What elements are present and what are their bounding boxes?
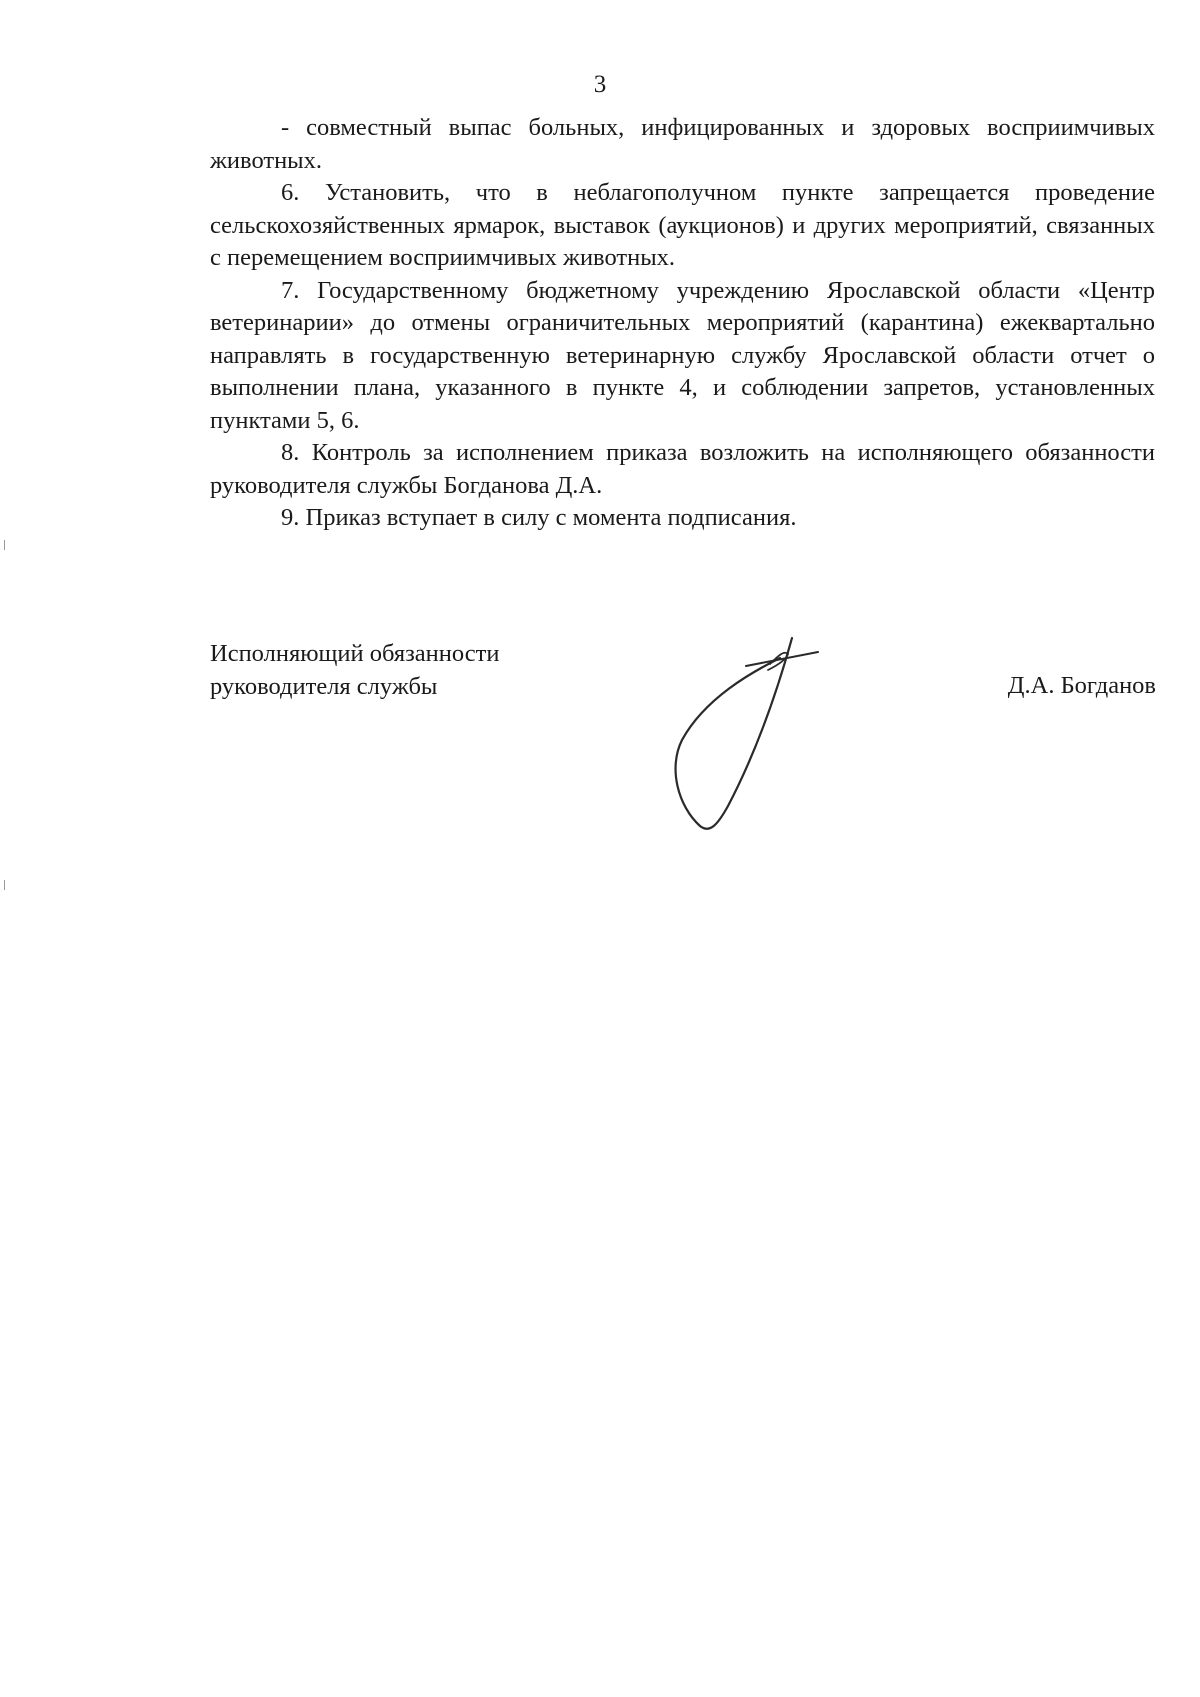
paragraph-9-effective-date: 9. Приказ вступает в силу с момента подписания.: [281, 504, 797, 531]
signatory-title-line-1: Исполняющий обязанности: [210, 640, 500, 667]
document-body: [210, 112, 1155, 535]
scan-edge-mark: [4, 540, 5, 550]
scan-edge-mark: [4, 880, 5, 890]
paragraph-6-fairs-ban: 6. Установить, что в неблагополучном пункте запрещается проведение сельскохозяйственных ярмарок, выставок (аукционов) и других мероприятий, связанных с перемещением восприимчивых животных.: [210, 179, 1155, 271]
page-number: 3: [593, 71, 607, 98]
paragraph-grazing-ban: - совместный выпас больных, инфицированных и здоровых восприимчивых животных.: [210, 114, 1155, 174]
signatory-title: [210, 638, 499, 703]
signatory-name: Д.А. Богданов: [1007, 672, 1156, 699]
paragraph-8-control: 8. Контроль за исполнением приказа возложить на исполняющего обязанности руководителя службы Богданова Д.А.: [210, 439, 1155, 499]
handwritten-signature-icon: [660, 628, 890, 838]
signatory-title-line-2: руководителя службы: [210, 672, 438, 700]
paragraph-7-reporting: 7. Государственному бюджетному учреждению Ярославской области «Центр ветеринарии» до отмены ограничительных мероприятий (карантина) ежеквартально направлять в государственную ветеринарную службу Ярославской области отчет о выполнении плана, указанного в пункте 4, и соблюдении запретов, установленных пунктами 5, 6.: [210, 276, 1155, 434]
